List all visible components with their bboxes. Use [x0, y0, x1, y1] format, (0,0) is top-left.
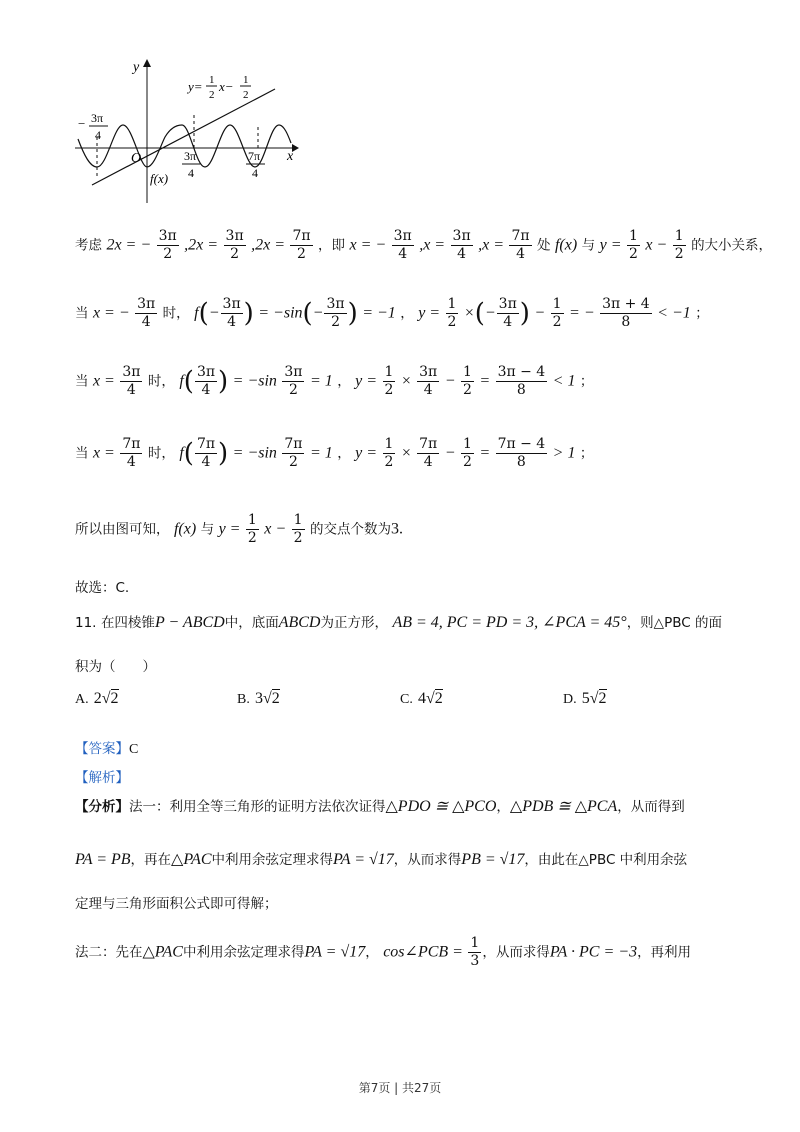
- conclusion-fx: f(x): [173, 520, 197, 538]
- case1-res: = −1: [362, 304, 396, 322]
- frac-num: 7π: [419, 436, 438, 452]
- case3-y-eq: y =: [355, 444, 378, 462]
- frac-num: 1: [247, 512, 257, 528]
- case2-y-eq: y =: [355, 372, 378, 390]
- frac-num: 3π: [393, 228, 412, 244]
- frac-den: 4: [516, 246, 525, 262]
- frac-den: 2: [384, 454, 394, 470]
- case3-times: ×: [400, 444, 412, 462]
- frac-num: 3π: [222, 296, 241, 312]
- case3-end: ；: [579, 445, 594, 462]
- frac-num: 1: [384, 436, 394, 452]
- option-coef: 4: [417, 690, 426, 707]
- method2-t4: ，从而求得: [482, 944, 550, 961]
- method1-t7: ，由此在△PBC 中利用余弦: [524, 852, 688, 868]
- conclusion-half-a: [246, 512, 259, 547]
- frac-den: 4: [423, 454, 433, 470]
- paren-open: (: [183, 366, 194, 397]
- case2-e-frac: [461, 364, 474, 399]
- case1-e-frac: [551, 296, 564, 331]
- case3-shi: 时，: [147, 445, 175, 462]
- option-label: D.: [563, 692, 577, 707]
- frac-den: 4: [398, 246, 408, 262]
- frac-num: 7π − 4: [497, 436, 546, 452]
- case3-res: = 1: [309, 444, 333, 462]
- case2-dang: 当: [75, 373, 89, 390]
- analysis-tag: 【解析】: [75, 770, 129, 786]
- frac-7pi-4: [509, 228, 531, 263]
- case1-line: [75, 296, 709, 331]
- x-axis-label: x: [287, 149, 294, 164]
- case3-eq-sin: = −sin: [232, 444, 277, 462]
- frac-den: 2: [288, 454, 298, 470]
- frac-num: 1: [552, 296, 562, 312]
- q11-text1: 在四棱锥: [100, 615, 155, 631]
- sqrt-sign: √: [589, 690, 599, 707]
- frac-den: 2: [384, 382, 394, 398]
- frac-3pi-2-a: [157, 228, 179, 263]
- frac-num: 7π: [292, 228, 311, 244]
- frac-den: 4: [503, 314, 513, 330]
- method1-c2: △PDB ≅ △PCA: [509, 798, 618, 815]
- method2-t2: 中利用余弦定理求得: [182, 944, 305, 961]
- neg-3pi-4-den: 4: [95, 128, 101, 142]
- question-11-line2: 积为（ ）: [75, 659, 156, 675]
- method2-frac: [468, 935, 481, 970]
- case1-shi: 时，: [162, 305, 190, 322]
- consider-yu: 与: [581, 237, 596, 254]
- line-eq-num2: 1: [243, 74, 249, 86]
- frac-num: 3π: [137, 296, 156, 312]
- answer-tag: 【答案】: [75, 741, 129, 757]
- label-7pi-4-num: 7π: [248, 149, 261, 163]
- case1-x-frac: [135, 296, 157, 331]
- frac-den: 3: [470, 953, 480, 969]
- method1-line1: [75, 795, 685, 816]
- frac-3pi-4-b: [451, 228, 473, 263]
- case2-d-frac: [417, 364, 439, 399]
- case3-e-frac: [461, 436, 474, 471]
- case2-comma: ，: [337, 373, 351, 390]
- frac-num: 7π: [122, 436, 141, 452]
- frac-num: 1: [462, 364, 472, 380]
- paren-open: (: [183, 438, 194, 469]
- frac-num: 3π: [158, 228, 177, 244]
- line-eq-mid: x−: [219, 79, 234, 94]
- case2-b-frac: [282, 364, 304, 399]
- frac-den: 4: [201, 382, 211, 398]
- choice-line: 故选：C.: [75, 580, 130, 596]
- eq-x-2: ,x =: [419, 236, 446, 254]
- option-coef: 3: [254, 690, 263, 707]
- method1-t2: ，: [496, 799, 510, 815]
- consider-fx: f(x): [554, 236, 578, 254]
- case1-neg3: −: [484, 304, 496, 322]
- answer-value: C: [129, 742, 139, 757]
- conclusion-period: .: [399, 520, 404, 538]
- paren-open: (: [302, 298, 313, 329]
- frac-den: 8: [621, 314, 631, 330]
- option-label: B.: [237, 692, 250, 707]
- eq-x-3: ,x =: [478, 236, 505, 254]
- frac-den: 2: [552, 314, 562, 330]
- consider-yeq: y =: [599, 236, 622, 254]
- frac-den: 4: [227, 314, 237, 330]
- case2-eq-sin: = −sin: [232, 372, 277, 390]
- sqrt-sign: √: [101, 690, 111, 707]
- case1-c-frac: [446, 296, 459, 331]
- paren-open: (: [198, 298, 209, 329]
- case2-x-frac: [120, 364, 142, 399]
- frac-num: 7π: [196, 436, 216, 452]
- paren-close: ): [218, 366, 229, 397]
- case1-x-eq: x = −: [92, 304, 130, 322]
- straight-line: [92, 89, 275, 185]
- conclusion-half-b: [292, 512, 305, 547]
- option-rad: 2: [598, 690, 607, 707]
- case2-a-frac: [195, 364, 217, 399]
- line-eq-den2: 2: [243, 89, 249, 101]
- option-b[interactable]: [237, 688, 280, 708]
- q11-text2: 中，底面: [224, 615, 279, 631]
- frac-den: 2: [462, 382, 472, 398]
- frac-num: 1: [447, 296, 457, 312]
- case3-c-frac: [383, 436, 396, 471]
- consider-ymid: x −: [645, 236, 668, 254]
- frac-den: 4: [126, 454, 136, 470]
- case1-d-frac: [497, 296, 519, 331]
- neg-3pi-4-sign: −: [78, 116, 86, 131]
- paren-close: ): [347, 298, 358, 329]
- method1-t3: ，从而得到: [617, 799, 685, 815]
- eq-2x-3: ,2x =: [251, 236, 285, 254]
- eq-x-1: x = −: [349, 236, 387, 254]
- frac-num: 3π: [225, 228, 244, 244]
- frac-den: 2: [628, 246, 638, 262]
- frac-num: 1: [674, 228, 684, 244]
- frac-den: 2: [331, 314, 340, 330]
- case2-times: ×: [400, 372, 412, 390]
- frac-num: 7π: [284, 436, 303, 452]
- frac-num: 3π: [284, 364, 303, 380]
- frac-num: 3π: [452, 228, 471, 244]
- consider-ji: ，即: [318, 237, 346, 254]
- frac-den: 2: [462, 454, 472, 470]
- function-graph-figure: [70, 55, 300, 205]
- conclusion-yeq: y =: [218, 520, 241, 538]
- frac-num: 3π + 4: [602, 296, 650, 312]
- method2-c2: PA = √17: [304, 943, 366, 961]
- consider-line: [75, 228, 772, 263]
- case3-comma: ，: [337, 445, 351, 462]
- sqrt-sign: √: [262, 690, 272, 707]
- case1-eq2: = −: [569, 304, 595, 322]
- method2-line: [75, 935, 691, 970]
- frac-den: 4: [201, 454, 211, 470]
- method1-t4: ，再在: [130, 852, 172, 868]
- case3-d-frac: [417, 436, 439, 471]
- option-coef: 2: [93, 690, 102, 707]
- question-11-line1: [75, 611, 722, 632]
- paren-close: ): [218, 438, 229, 469]
- paren-close: ): [519, 298, 530, 329]
- case3-line: [75, 436, 593, 471]
- frac-num: 1: [628, 228, 638, 244]
- method2-c3: cos∠PCB =: [383, 943, 463, 961]
- conclusion-ymid: x −: [264, 520, 287, 538]
- method1-c4: △PAC: [171, 851, 212, 868]
- consider-prefix: 考虑: [75, 237, 102, 254]
- frac-den: 8: [516, 454, 526, 470]
- frac-half-a: [627, 228, 640, 263]
- case2-f-frac: [496, 364, 548, 399]
- frac-num: 1: [470, 935, 480, 951]
- method2-t5: ，再利用: [637, 944, 692, 961]
- frac-num: 1: [384, 364, 394, 380]
- method1-c1: △PDO ≅ △PCO: [385, 798, 497, 815]
- frac-num: 3π − 4: [497, 364, 546, 380]
- case2-res: = 1: [309, 372, 333, 390]
- q11-text3: 为正方形，: [320, 615, 388, 631]
- case3-dang: 当: [75, 445, 89, 462]
- q11-given: AB = 4, PC = PD = 3, ∠PCA = 45°: [392, 614, 627, 631]
- line-eq-num1: 1: [209, 74, 215, 86]
- frac-den: 2: [163, 246, 173, 262]
- frac-den: 2: [447, 314, 457, 330]
- fx-label: f(x): [150, 171, 169, 186]
- case1-neg1: −: [208, 304, 220, 322]
- option-label: A.: [75, 692, 89, 707]
- frac-num: 3π: [196, 364, 216, 380]
- conclusion-prefix: 所以由图可知，: [75, 521, 170, 538]
- option-d[interactable]: [563, 688, 607, 708]
- option-rad: 2: [434, 690, 443, 707]
- frac-half-b: [673, 228, 686, 263]
- case3-cmp: > 1: [552, 444, 576, 462]
- frac-den: 4: [457, 246, 467, 262]
- q11-text4: ，则△PBC 的面: [626, 615, 722, 631]
- question-number: 11.: [75, 615, 97, 631]
- frac-den: 4: [126, 382, 136, 398]
- frac-den: 2: [297, 246, 306, 262]
- origin-label: O: [131, 151, 142, 166]
- frac-den: 2: [293, 530, 303, 546]
- case3-x-frac: [120, 436, 142, 471]
- y-axis-arrow: [143, 59, 151, 67]
- option-rad: 2: [110, 690, 119, 707]
- case1-f: f: [194, 304, 199, 322]
- case1-b-frac: [324, 296, 346, 331]
- method2-c4: PA · PC = −3: [549, 943, 638, 961]
- case1-a-frac: [221, 296, 243, 331]
- conclusion-line: [75, 512, 403, 547]
- line-eq-lhs: y=: [188, 79, 203, 94]
- case1-times: ×: [463, 304, 475, 322]
- frac-num: 1: [462, 436, 472, 452]
- method1-c3: PA = PB: [75, 851, 131, 868]
- option-a[interactable]: [75, 688, 119, 708]
- case2-cmp: < 1: [552, 372, 576, 390]
- frac-num: 1: [293, 512, 303, 528]
- case3-x-eq: x =: [92, 444, 115, 462]
- case2-f: f: [179, 372, 184, 390]
- paren-close: ): [243, 298, 254, 329]
- method1-t5: 中利用余弦定理求得: [211, 852, 334, 868]
- method1-t1: 法一：利用全等三角形的证明方法依次证得: [129, 799, 386, 815]
- case1-end: ；: [695, 305, 709, 322]
- conclusion-tail: 的交点个数为: [310, 521, 392, 538]
- case2-line: [75, 364, 593, 399]
- frac-num: 3π: [122, 364, 141, 380]
- frac-num: 7π: [511, 228, 530, 244]
- frac-7pi-2: [290, 228, 312, 263]
- label-3pi-4-den: 4: [188, 166, 194, 180]
- eq-2x-1: 2x = −: [106, 236, 152, 254]
- frac-den: 4: [141, 314, 151, 330]
- frac-den: 2: [288, 382, 298, 398]
- option-coef: 5: [581, 690, 590, 707]
- method2-t1: 法二：先在: [75, 944, 143, 961]
- option-label: C.: [400, 692, 413, 707]
- method1-tag: 【分析】: [75, 799, 129, 815]
- paren-open: (: [474, 298, 485, 329]
- frac-3pi-2-b: [224, 228, 246, 263]
- case3-eq2: =: [479, 444, 491, 462]
- case3-a-frac: [195, 436, 217, 471]
- case1-eq-sin: = −sin: [258, 304, 303, 322]
- frac-num: 3π: [419, 364, 438, 380]
- label-3pi-4-num: 3π: [184, 149, 197, 163]
- frac-den: 2: [230, 246, 240, 262]
- neg-3pi-4-num: 3π: [91, 111, 104, 125]
- q11-pyramid: P − ABCD: [154, 614, 225, 631]
- case1-comma: ，: [400, 305, 414, 322]
- sqrt-sign: √: [425, 690, 435, 707]
- case2-c-frac: [383, 364, 396, 399]
- method1-line3: 定理与三角形面积公式即可得解；: [75, 896, 278, 912]
- case2-end: ；: [579, 373, 594, 390]
- conclusion-yu: 与: [200, 521, 215, 538]
- case1-cmp: < −1: [657, 304, 691, 322]
- case3-minus: −: [444, 444, 456, 462]
- line-eq-den1: 2: [209, 89, 215, 101]
- method1-line2: [75, 848, 687, 869]
- method2-t3: ，: [365, 944, 379, 961]
- frac-den: 8: [516, 382, 526, 398]
- case3-f: f: [179, 444, 184, 462]
- case2-shi: 时，: [147, 373, 175, 390]
- case1-y-eq: y =: [418, 304, 441, 322]
- frac-3pi-4-a: [392, 228, 414, 263]
- case2-eq2: =: [479, 372, 491, 390]
- option-c[interactable]: [400, 688, 443, 708]
- method1-t6: ，从而求得: [393, 852, 462, 868]
- case1-neg2: −: [312, 304, 324, 322]
- case1-minus: −: [534, 304, 546, 322]
- method1-c5: PA = √17: [333, 851, 394, 868]
- q11-base: ABCD: [278, 614, 321, 631]
- frac-num: 3π: [498, 296, 517, 312]
- option-rad: 2: [271, 690, 280, 707]
- y-axis-label: y: [133, 60, 140, 75]
- case2-minus: −: [444, 372, 456, 390]
- answer-line: [75, 737, 138, 758]
- intersection-count: 3: [391, 520, 400, 538]
- case1-f-frac: [600, 296, 652, 331]
- eq-2x-2: ,2x =: [184, 236, 219, 254]
- page-footer: 第7页 | 共27页: [358, 1081, 442, 1095]
- consider-chu: 处: [537, 237, 551, 254]
- frac-den: 2: [674, 246, 684, 262]
- frac-den: 2: [247, 530, 257, 546]
- frac-den: 4: [423, 382, 433, 398]
- method1-c6: PB = √17: [461, 851, 525, 868]
- frac-num: 3π: [326, 296, 345, 312]
- case3-f-frac: [496, 436, 548, 471]
- case3-b-frac: [282, 436, 304, 471]
- label-7pi-4-den: 4: [252, 166, 258, 180]
- consider-tail: 的大小关系，: [691, 237, 773, 254]
- method2-c1: △PAC: [142, 943, 183, 961]
- case2-x-eq: x =: [92, 372, 115, 390]
- case1-dang: 当: [75, 305, 89, 322]
